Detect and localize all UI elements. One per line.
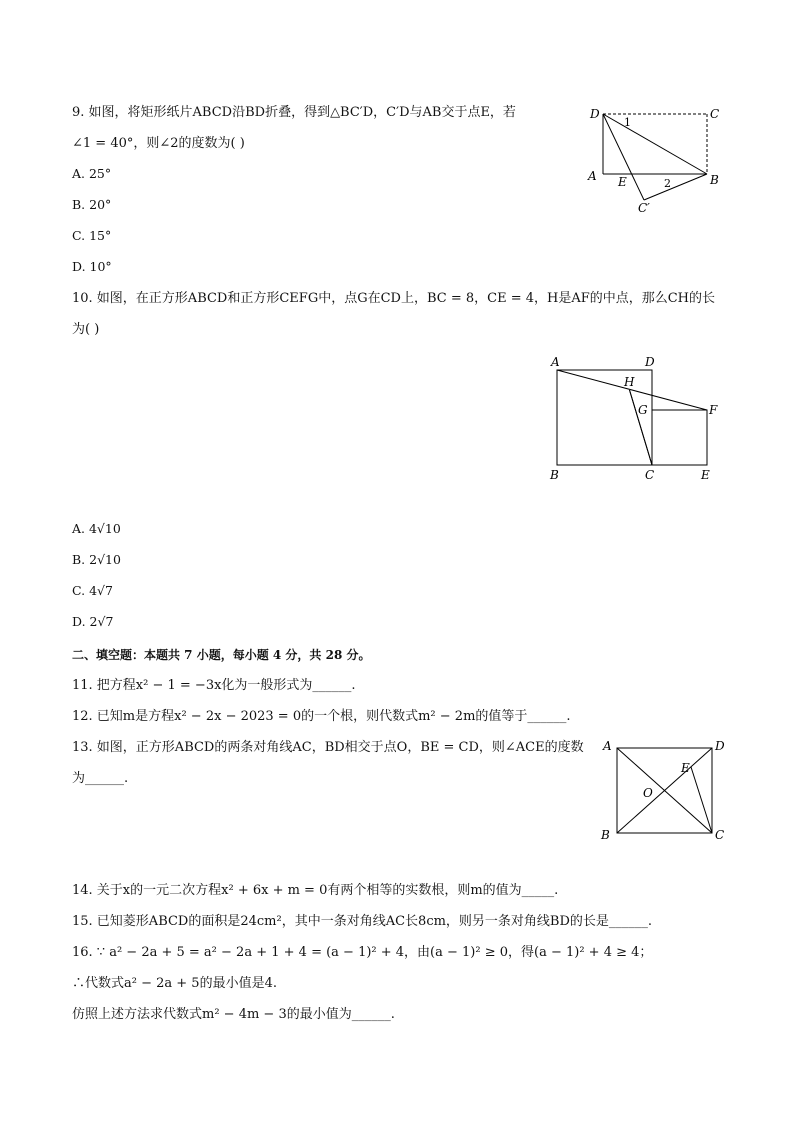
q13-label-b: B <box>601 828 610 842</box>
section-2-heading: 二、填空题：本题共 7 小题，每小题 4 分，共 28 分。 <box>72 648 371 662</box>
q10-option-b[interactable]: B. 2√10 <box>72 552 121 567</box>
q10-option-c[interactable]: C. 4√7 <box>72 583 113 598</box>
q10-label-c: C <box>645 468 655 482</box>
q13-label-d: D <box>715 739 725 753</box>
q13-label-a: A <box>603 739 612 753</box>
q9-label-e: E <box>618 175 627 189</box>
q10-label-b: B <box>550 468 559 482</box>
q14: 14. 关于x的一元二次方程x² + 6x + m = 0有两个相等的实数根，则m的值为_____. <box>72 883 559 898</box>
q9-option-d[interactable]: D. 10° <box>72 259 112 274</box>
q9-label-b: B <box>710 173 719 187</box>
q13-line2: 为______. <box>72 771 129 786</box>
q13-label-o: O <box>643 786 653 800</box>
q13-label-e: E <box>681 761 690 775</box>
q10-option-d[interactable]: D. 2√7 <box>72 614 114 629</box>
q16-line1: 16. ∵ a² − 2a + 5 = a² − 2a + 1 + 4 = (a − 1)² + 4，由(a − 1)² ≥ 0，得(a − 1)² + 4 ≥ 4； <box>72 945 653 960</box>
q9-angle-2: 2 <box>664 177 671 190</box>
q10-option-a[interactable]: A. 4√10 <box>72 521 121 536</box>
q10-square-cefg <box>652 410 707 465</box>
q9-edge-cprimeb <box>644 174 707 200</box>
q10-label-h: H <box>624 375 635 389</box>
q10-figure <box>545 352 725 487</box>
q9-diagonal-db <box>603 114 707 174</box>
q9-label-cprime: C′ <box>638 201 650 215</box>
q9-label-d: D <box>590 107 600 121</box>
q13-line1: 13. 如图，正方形ABCD的两条对角线AC，BD相交于点O，BE = CD，则∠ACE的度数 <box>72 740 584 755</box>
q12: 12. 已知m是方程x² − 2x − 2023 = 0的一个根，则代数式m² − 2m的值等于______. <box>72 709 571 724</box>
q10-segment-hg <box>630 390 653 465</box>
q9-option-c[interactable]: C. 15° <box>72 228 112 243</box>
q11: 11. 把方程x² − 1 = −3x化为一般形式为______. <box>72 678 356 693</box>
q10-label-d: D <box>645 355 655 369</box>
q16-line2: ∴代数式a² − 2a + 5的最小值是4. <box>72 976 277 991</box>
q13-figure <box>595 735 730 847</box>
q10-line2: 为( ) <box>72 322 100 337</box>
q9-line2: ∠1 = 40°，则∠2的度数为( ) <box>72 136 245 151</box>
q9-label-c: C <box>710 107 720 121</box>
q16-line3: 仿照上述方法求代数式m² − 4m − 3的最小值为______. <box>72 1007 395 1022</box>
q9-angle-1: 1 <box>624 116 631 129</box>
q9-option-a[interactable]: A. 25° <box>72 166 112 181</box>
q9-option-b[interactable]: B. 20° <box>72 197 112 212</box>
q13-label-c: C <box>715 828 725 842</box>
q10-label-f: F <box>709 403 718 417</box>
q15: 15. 已知菱形ABCD的面积是24cm²，其中一条对角线AC长8cm，则另一条对角线BD的长是______. <box>72 914 653 929</box>
q9-line1: 9. 如图，将矩形纸片ABCD沿BD折叠，得到△BC′D，C′D与AB交于点E，若 <box>72 105 516 120</box>
q10-line1: 10. 如图，在正方形ABCD和正方形CEFG中，点G在CD上，BC = 8，CE = 4，H是AF的中点，那么CH的长 <box>72 291 716 306</box>
q10-label-e: E <box>701 468 710 482</box>
q9-figure <box>580 100 730 220</box>
q9-label-a: A <box>588 169 597 183</box>
q10-label-a: A <box>551 355 560 369</box>
q10-label-g: G <box>638 403 648 417</box>
